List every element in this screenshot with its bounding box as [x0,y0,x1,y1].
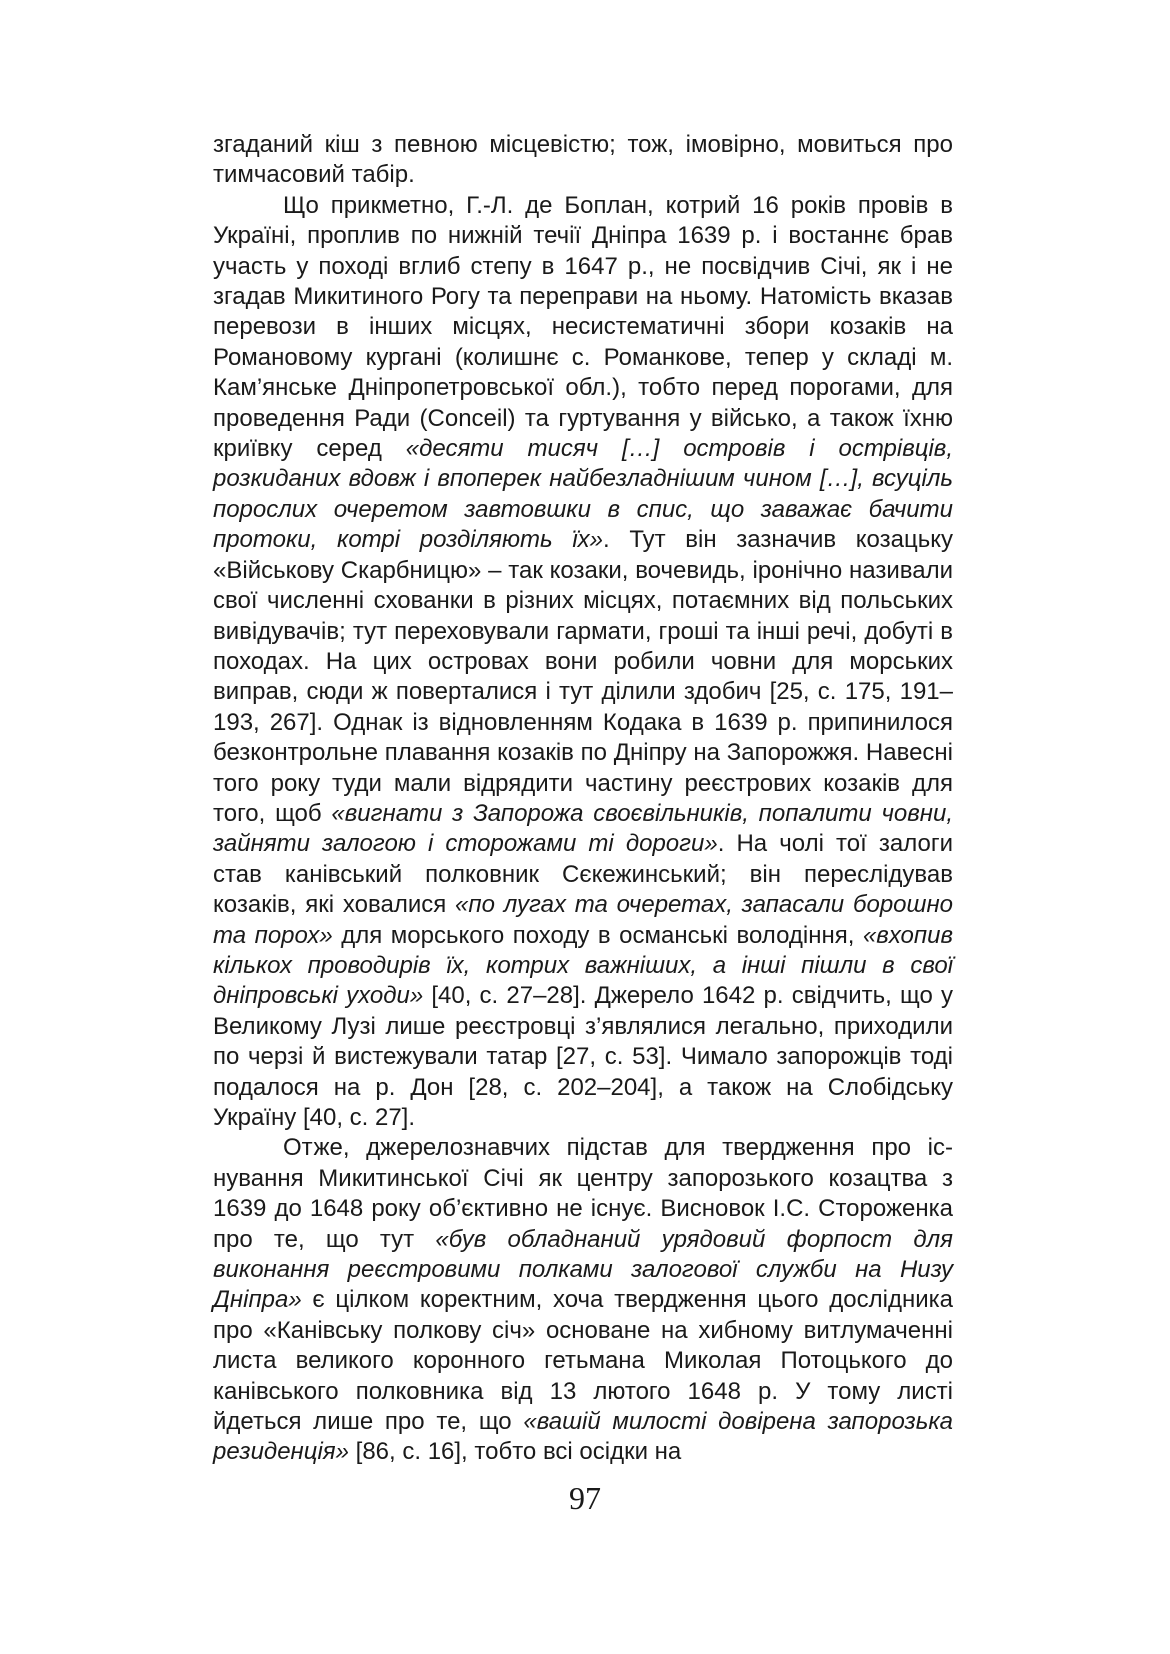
text-run: [86, с. 16], тобто всі осідки на [348,1438,682,1466]
text-run: для морського походу в османські володіння, [332,921,863,949]
page-number: 97 [569,1480,601,1516]
text-run: Що прикметно, Г.-Л. де Боплан, котрий 16 років провів в Україні, проплив по нижній течії Дніпра 1639 р. і востаннє брав участь у поході вглиб степу в 1647 р., не посвідчив Січі, як і не згадав Микитиного Рогу та переправи на ньому. Натомість вказав перевози в інших місцях, несистематичні збори козаків на Романовому кургані (колишнє с. Романкове, тепер у складі м. Кам’янське Дніпропетровської обл.), тобто перед порогами, для проведення Ради (Conceil) та гуртування у військо, а також їхню криївку серед [213,191,953,463]
text-run: згаданий кіш з певною місцевістю; тож, імовірно, мовиться про тимчасовий табір. [213,131,953,189]
italic-quote: «по лугах та очеретах, запасали борошно та порох» [213,891,953,949]
italic-quote: «вашій милості довірена запорозька резиденція» [213,1408,953,1466]
text-run: Отже, джерелознавчих підстав для твердження про існування Микитинської Січі як центру запорозького козацтва з 1639 до 1648 року об’єктивно не існує. Висновок І.С. Стороженка про те, що тут [213,1134,953,1253]
text-run: . На чолі тої залоги став канівський полковник Сєкежинський; він переслідував козаків, які ховалися [213,830,953,919]
text-run: [40, с. 27–28]. Джерело 1642 р. свідчить, що у Великому Лузі лише реєстровці з’являлися легально, приходили по черзі й вистежували татар [27, с. 53]. Чимало запорожців тоді подалося на р. Дон [28, с. 202–204], а також на Слобідську Україну [40, с. 27]. [213,982,953,1131]
paragraph-3 [213,1133,953,1467]
italic-quote: «десяти тисяч […] островів і острівців, розкиданих вдовж і впоперек найбезладнішим чином […], всуціль порослих очеретом завтовшки в спис, що заважає бачити протоки, котрі розділяють їх» [213,435,953,554]
paragraph-2 [213,191,953,1134]
italic-quote: «вигнати з Запорожа своєвільників, попалити човни, зайняти залогою і сторожами ті дороги» [213,799,954,858]
paragraph-1 [213,130,953,191]
italic-quote: «був обладнаний урядовий форпост для виконання реєстровими полками залогової служби на Низу Дніпра» [213,1225,953,1314]
text-run: . Тут він зазначив козацьку «Військову Скарбницю» – так козаки, вочевидь, іронічно називали свої численні схованки в різних місцях, потаємних від польських вивідувачів; тут переховували гармати, гроші та інші речі, добуті в походах. На цих островах вони робили човни для морських виправ, сюди ж поверталися і тут ділили здобич [25, с. 175, 191–193, 267]. Однак із відновленням Кодака в 1639 р. припинилося безконтрольне плавання козаків по Дніпру на Запорожжя. Навесні того року туди мали відрядити частину реєстрових козаків для того, щоб [213,526,953,827]
italic-quote: «вхопив кількох проводирів їх, котрих важніших, а інші пішли в свої дніпровські уходи» [213,921,953,1010]
text-run: є цілком коректним, хоча твердження цього дослідника про «Канівську полкову січ» основане на хибному витлумаченні листа великого коронного гетьмана Миколая Потоцького до канівського полковника від 13 лютого 1648 р. У тому листі йдеться лише про те, що [213,1286,953,1436]
page-body [213,130,953,1468]
